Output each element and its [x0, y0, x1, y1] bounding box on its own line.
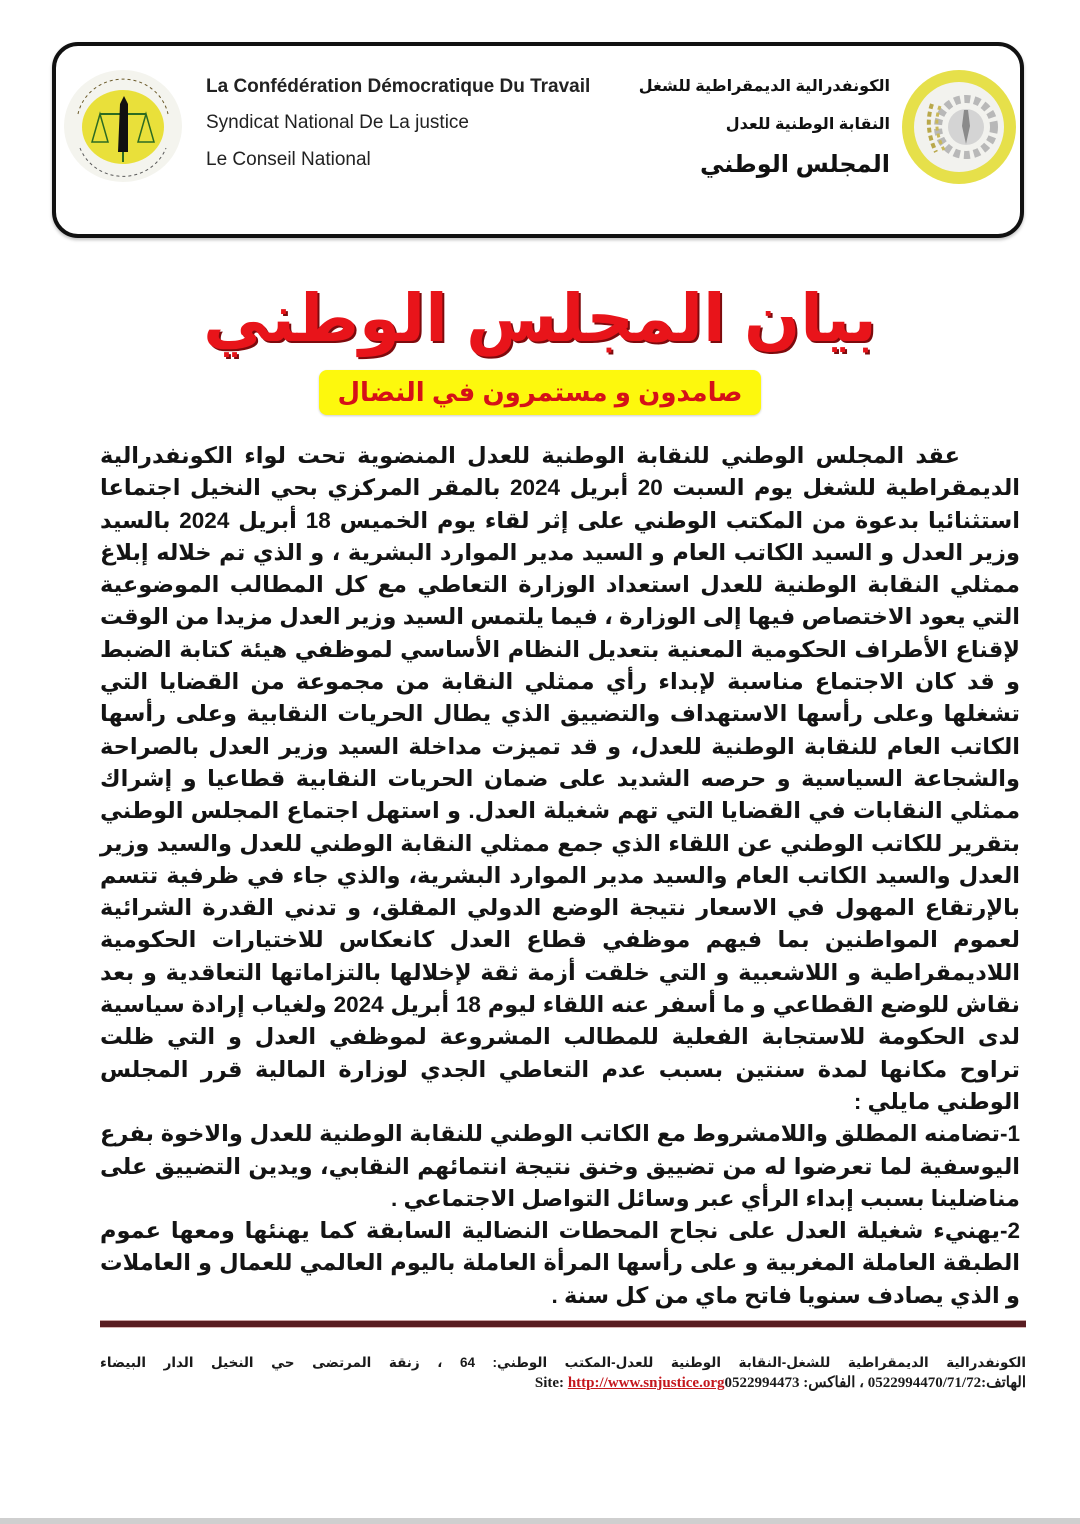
intro-paragraph: عقد المجلس الوطني للنقابة الوطنية للعدل المنضوية تحت لواء الكونفدرالية الديمقراطية للشغل يوم السبت 20 أبريل 2024 بالمقر المركزي بحي النخيل اجتماعا استثنائيا بدعوة من المكتب الوطني على إثر لقاء يوم الخميس 18 أبريل 2024 بالسيد وزير العدل و السيد الكاتب العام و السيد مدير الموارد البشرية ، و الذي تم خلاله إبلاغ ممثلي النقابة الوطنية للعدل استعداد الوزارة التعاطي مع كل المطالب الموضوعية التي يعود الاختصاص فيها إلى الوزارة ، فيما يلتمس السيد وزير العدل مزيدا من الوقت لإقناع الأطراف الحكومية المعنية بتعديل النظام الأساسي لموظفي هيئة كتابة الضبط و قد كان الاجتماع مناسبة لإبداء رأي ممثلي النقابة من مجموعة من القضايا التي تشغلها وعلى رأسها الاستهداف والتضييق الذي يطال الحريات النقابية وعلى رأسها الكاتب العام للنقابة الوطنية للعدل، و قد تميزت مداخلة السيد وزير العدل بالصراحة والشجاعة السياسية و حرصه الشديد على ضمان الحريات النقابية قطاعيا و إشراك ممثلي النقابات في القضايا التي تهم شغيلة العدل. و استهل اجتماع المجلس الوطني بتقرير للكاتب الوطني عن اللقاء الذي جمع ممثلي النقابة الوطني للعدل والسيد وزير العدل والسيد الكاتب العام والسيد مدير الموارد البشرية، والذي جاء في ظرفية تتسم بالإرتقاع المهول في الاسعار نتيجة الوضع الدولي المقلق، و تدني القدرة الشرائية لعموم المواطنين بما فيهم موظفي قطاع العدل كانعكاس للاختيارات الحكومية اللاديمقراطية و اللاشعبية و التي خلقت أزمة ثقة لإخلالها بالتزاماتها التعاقدية و بعد نقاش للوضع القطاعي و ما أسفر عنه اللقاء ليوم 18 أبريل 2024 ولغياب إرادة سياسية لدى الحكومة للاستجابة الفعلية للمطالب المشروعة لموظفي العدل و التي ظلت تراوح مكانها لمدة سنتين بسبب عدم التعاطي الجدي لوزارة المالية قرر المجلس الوطني مايلي : [100, 443, 1020, 1114]
resolution-item-2: 2-يهنيء شغيلة العدل على نجاح المحطات النضالية السابقة كما يهنئها ومعها عموم الطبقة العاملة المغربية و على رأسها المرأة العاملة باليوم العالمي للعمال و العاملات و الذي يصادف سنويا فاتح ماي من كل سنة . [100, 1218, 1020, 1308]
statement-slogan: صامدون و مستمرون في النضال [319, 370, 761, 415]
cdt-logo [902, 70, 1016, 184]
fax-label: ، الفاكس: [803, 1375, 864, 1391]
page-bottom-edge [0, 1518, 1080, 1524]
syndicate-name-ar: النقابة الوطنية للعدل [725, 116, 890, 133]
cdt-gear-wheat-logo-icon [902, 70, 1016, 184]
scales-of-justice-logo-icon [64, 70, 182, 182]
snj-logo [64, 70, 182, 182]
phone-label: الهاتف: [981, 1375, 1026, 1391]
resolution-item-1: 1-تضامنه المطلق واللامشروط مع الكاتب الوطني للنقابة الوطنية للعدل والاخوة بفرع اليوسفية لما تعرضوا له من تضييق وخنق نتيجة انتمائهم النقابي، ويدين التضييق على مناضلينا بسبب إبداء الرأي عبر وسائل التواصل الاجتماعي . [100, 1121, 1020, 1211]
council-name-ar: المجلس الوطني [700, 151, 890, 178]
footer-contact [100, 1353, 1026, 1393]
letterhead-box [52, 42, 1024, 238]
footer-contact-line [100, 1373, 1026, 1393]
footer-address: الكونفدرالية الديمقراطية للشغل-النقابة الوطنية للعدل-المكتب الوطني: 64 ، زنقة المرتضى حي النخيل الدار البيضاء [100, 1355, 1026, 1370]
statement-body [100, 440, 1020, 1312]
phone-number: 0522994470/71/72 [867, 1375, 982, 1391]
syndicate-name-fr: Syndicat National De La justice [206, 112, 469, 133]
confederation-name-ar: الكونفدرالية الديمقراطية للشغل [638, 78, 890, 95]
statement-title: بيان المجلس الوطني [203, 281, 877, 355]
website-link[interactable]: http://www.snjustice.org [567, 1375, 725, 1391]
fax-number: 0522994473 [724, 1375, 800, 1391]
footer-divider [100, 1320, 1026, 1328]
site-label: Site: [534, 1375, 565, 1391]
confederation-name-fr: La Confédération Démocratique Du Travail [206, 76, 591, 97]
council-name-fr: Le Conseil National [206, 149, 371, 170]
